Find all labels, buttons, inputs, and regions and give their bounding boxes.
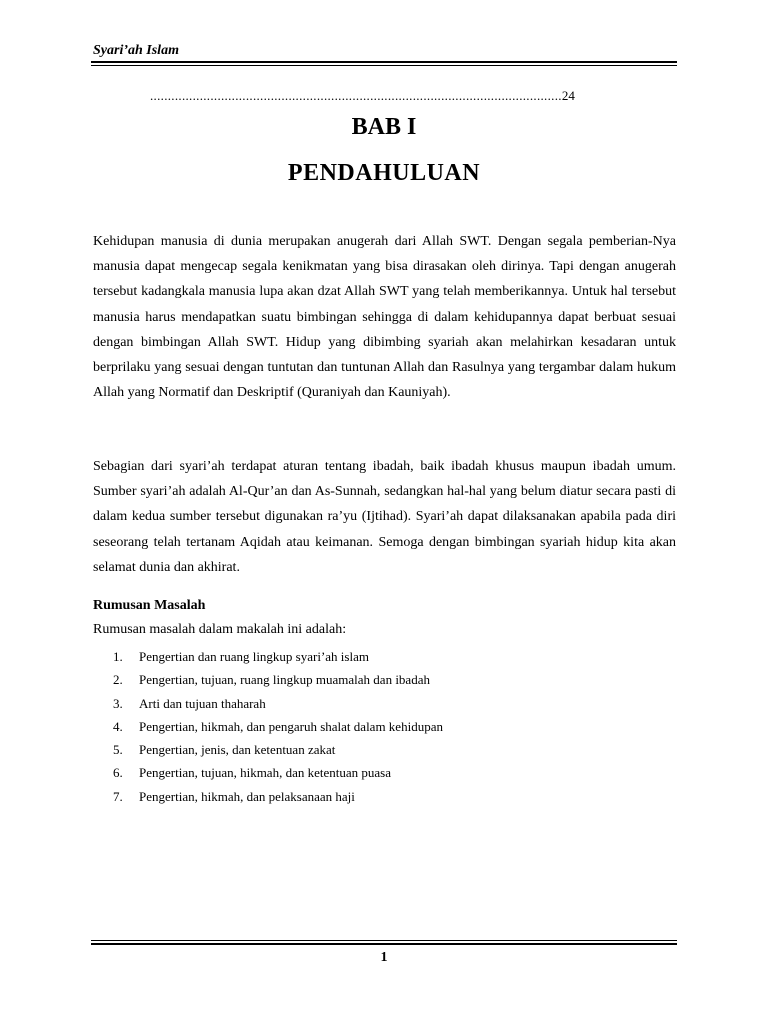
- list-item-number: 3.: [113, 695, 123, 711]
- running-header: Syari’ah Islam: [93, 43, 179, 58]
- toc-page-number: 24: [561, 88, 575, 103]
- toc-fragment: [150, 88, 610, 104]
- paragraph-intro: Kehidupan manusia di dunia merupakan anugerah dari Allah SWT. Dengan segala pemberian-Nya manusia dapat mengecap segala kenikmatan yang bisa dirasakan oleh dirinya. Tapi dengan anugerah tersebut kadangkala manusia lupa akan dzat Allah SWT yang telah memberikannya. Untuk hal tersebut manusia harus mendapatkan suatu bimbingan sehingga di dalam kehidupannya dapat berbuat sesuai dengan bimbingan Allah SWT. Hidup yang dibimbing syariah akan melahirkan kesadaran untuk berprilaku yang sesuai dengan tuntutan dan tuntunan Allah dan Rasulnya yang tergambar dalam hukum Allah yang Normatif dan Deskriptif (Quraniyah dan Kauniyah).: [93, 234, 676, 401]
- list-item: [113, 647, 443, 670]
- chapter-number: BAB I: [351, 114, 417, 140]
- list-item-text: Pengertian, tujuan, hikmah, dan ketentuan puasa: [139, 765, 391, 781]
- chapter-title: PENDAHULUAN: [287, 160, 481, 186]
- footer-rule-thin: [91, 940, 677, 941]
- list-item: [113, 740, 443, 763]
- paragraph-syariah: Sebagian dari syari’ah terdapat aturan tentang ibadah, baik ibadah khusus maupun ibadah umum. Sumber syari’ah adalah Al-Qur’an dan As-Sunnah, sedangkan hal-hal yang belum diatur secara pasti di dalam kedua sumber tersebut digunakan ra’yu (Ijtihad). Syari’ah dapat dilaksanakan apabila pada diri seseorang telah tertanam Aqidah atau keimanan. Semoga dengan bimbingan syariah hidup kita akan selamat dunia dan akhirat.: [93, 459, 676, 575]
- header-rule-thin: [91, 65, 677, 66]
- header-rule-thick: [91, 61, 677, 63]
- list-item: [113, 787, 443, 810]
- list-item: [113, 694, 443, 717]
- problem-list: [113, 647, 443, 810]
- page-number: 1: [380, 950, 388, 965]
- list-item: [113, 670, 443, 693]
- list-item-text: Pengertian, tujuan, ruang lingkup muamalah dan ibadah: [139, 672, 430, 688]
- list-item-number: 5.: [113, 742, 123, 758]
- list-item: [113, 717, 443, 740]
- list-item-number: 6.: [113, 765, 123, 781]
- section-intro: Rumusan masalah dalam makalah ini adalah:: [93, 622, 347, 637]
- list-item-text: Pengertian, hikmah, dan pelaksanaan haji: [139, 788, 355, 804]
- list-item-number: 2.: [113, 672, 123, 688]
- list-item-number: 4.: [113, 718, 123, 734]
- toc-leader-dots: ....................................................................................................................: [150, 88, 562, 103]
- footer-rule-thick: [91, 943, 677, 945]
- list-item-number: 1.: [113, 649, 123, 664]
- section-heading: Rumusan Masalah: [93, 598, 206, 613]
- list-item-text: Arti dan tujuan thaharah: [139, 695, 266, 711]
- list-item-text: Pengertian, hikmah, dan pengaruh shalat dalam kehidupan: [139, 718, 443, 734]
- list-item-number: 7.: [113, 788, 123, 804]
- list-item-text: Pengertian, jenis, dan ketentuan zakat: [139, 742, 336, 758]
- list-item: [113, 763, 443, 786]
- list-item-text: Pengertian dan ruang lingkup syari’ah islam: [139, 649, 369, 664]
